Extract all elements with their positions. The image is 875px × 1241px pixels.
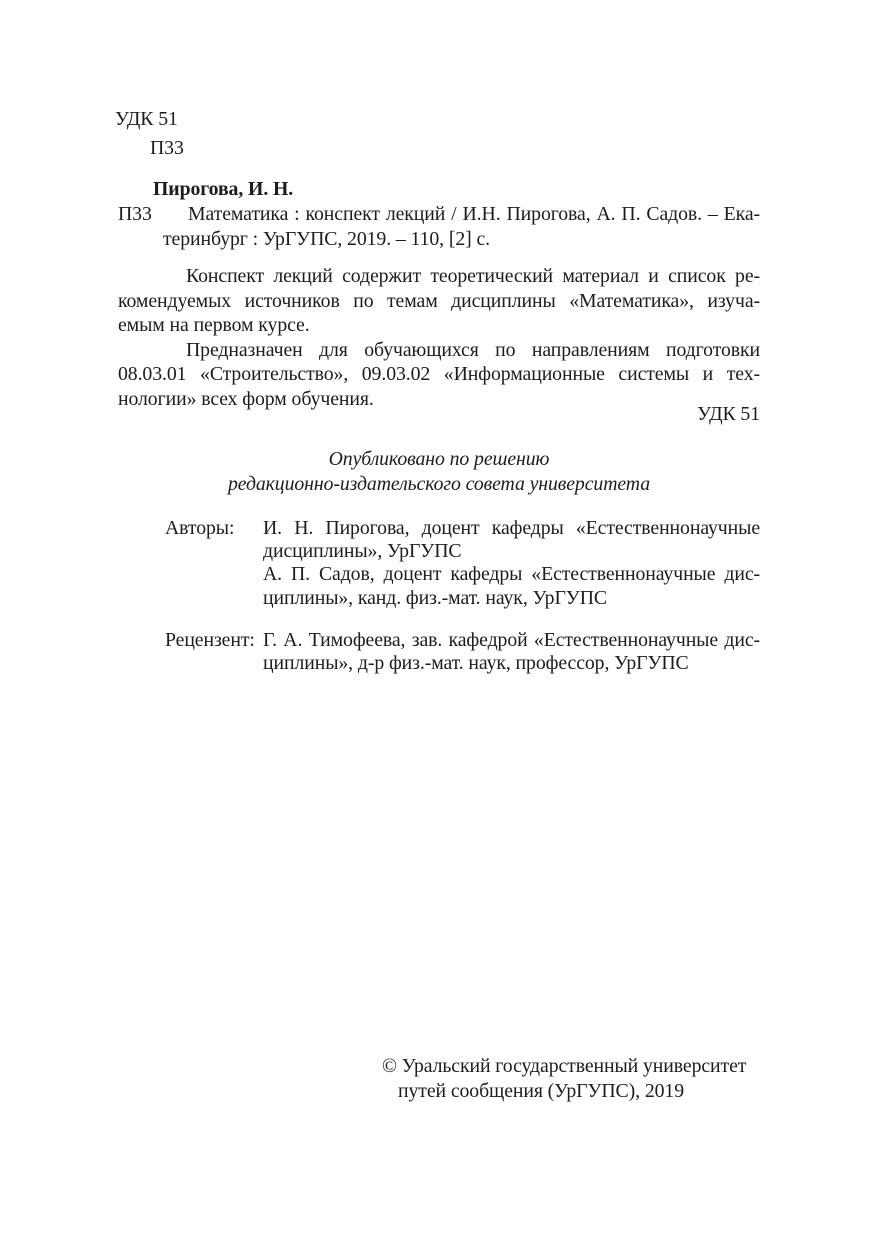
publication-note-line: Опубликовано по решению: [328, 448, 550, 470]
authors-block: [118, 517, 764, 610]
reviewer-entry-line: Г. А. Тимофеева, зав. кафедрой «Естественнонаучные дис-: [263, 629, 760, 651]
copyright-line: путей сообщения (УрГУПС), 2019: [398, 1080, 684, 1102]
bib-line: теринбург : УрГУПС, 2019. – 110, [2] с.: [163, 227, 491, 250]
reviewer-label: Рецензент:: [165, 629, 255, 651]
bib-line: Математика : конспект лекций / И.Н. Пирогова, А. П. Садов. – Ека-: [188, 203, 760, 225]
annotation-line: емым на первом курсе.: [118, 314, 310, 337]
reviewer-block: [118, 629, 764, 675]
authors-label: Авторы:: [165, 517, 235, 539]
annotation: [118, 264, 760, 412]
author-entry-line: И. Н. Пирогова, доцент кафедры «Естественнонаучные: [263, 517, 760, 539]
author-entry-line: циплины», канд. физ.-мат. наук, УрГУПС: [263, 586, 607, 609]
authors-content: [263, 517, 760, 610]
author-entry-line: А. П. Садов, доцент кафедры «Естественнонаучные дис-: [263, 563, 760, 586]
annotation-line: 08.03.01 «Строительство», 09.03.02 «Информационные системы и тех-: [118, 363, 760, 386]
reviewer-entry-line: циплины», д-р физ.-мат. наук, профессор, УрГУПС: [263, 652, 689, 674]
author-entry-line: дисциплины», УрГУПС: [263, 540, 462, 563]
bibliographic-entry: [118, 202, 760, 251]
bib-author-heading: Пирогова, И. Н.: [153, 178, 294, 200]
annotation-line: Конспект лекций содержит теоретический материал и список ре-: [186, 265, 760, 287]
reviewer-content: [263, 629, 760, 675]
annotation-line: комендуемых источников по темам дисциплины «Математика», изуча-: [118, 289, 760, 312]
publication-decision-note: [118, 447, 760, 497]
annotation-line: нологии» всех форм обучения.: [118, 387, 374, 410]
copyright-notice: [382, 1054, 746, 1104]
udk-classification-top: УДК 51: [115, 108, 178, 130]
udk-classification-bottom: УДК 51: [697, 403, 760, 425]
publication-note-line: редакционно-издательского совета университета: [227, 473, 651, 495]
author-sign-code-top: П33: [150, 137, 184, 159]
copyright-line: © Уральский государственный университет: [382, 1055, 747, 1077]
bib-author-sign-code: П33: [118, 203, 152, 225]
annotation-line: Предназначен для обучающихся по направлениям подготовки: [186, 338, 760, 361]
